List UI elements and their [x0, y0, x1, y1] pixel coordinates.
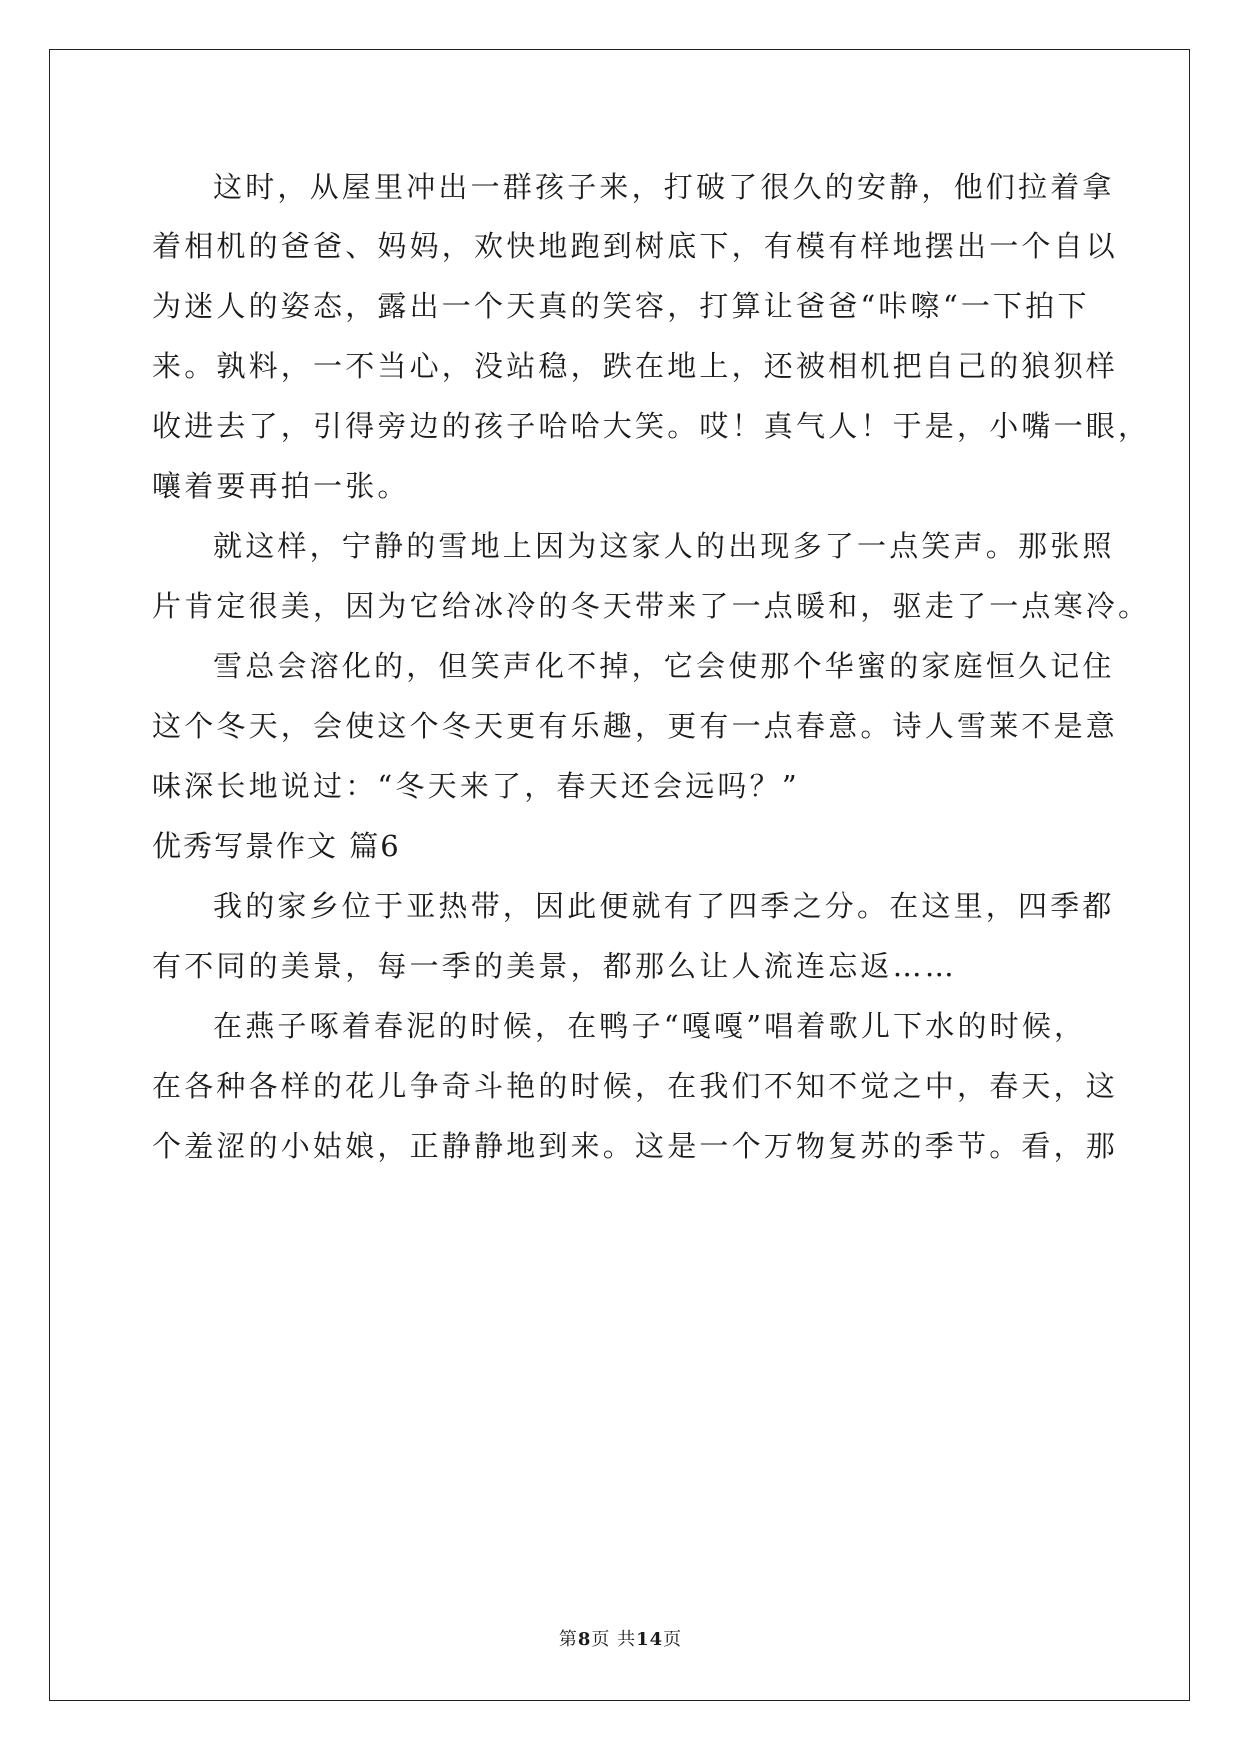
section-heading: 优秀写景作文 篇6: [152, 829, 401, 863]
paragraph-1-line-6: 嚷着要再拍一张。: [152, 469, 410, 503]
paragraph-1-line-2: 着相机的爸爸、妈妈，欢快地跑到树底下，有模有样地摆出一个自以: [152, 229, 1119, 263]
paragraph-3-line-3: 味深长地说过：“冬天来了，春天还会远吗？”: [152, 769, 800, 803]
paragraph-3-line-1: 雪总会溶化的，但笑声化不掉，它会使那个华蜜的家庭恒久记住: [213, 649, 1115, 683]
paragraph-3-line-2: 这个冬天，会使这个冬天更有乐趣，更有一点春意。诗人雪莱不是意: [152, 709, 1119, 743]
paragraph-1-line-3: 为迷人的姿态，露出一个天真的笑容，打算让爸爸“咔嚓“一下拍下: [152, 289, 1090, 323]
page-suffix: 页: [663, 1629, 683, 1650]
paragraph-1-line-4: 来。孰料，一不当心，没站稳，跌在地上，还被相机把自己的狼狈样: [152, 349, 1119, 383]
paragraph-5-line-1: 在燕子啄着春泥的时候，在鸭子“嘎嘎”唱着歌儿下水的时候，: [213, 1009, 1087, 1043]
paragraph-2-line-1: 就这样，宁静的雪地上因为这家人的出现多了一点笑声。那张照: [213, 529, 1115, 563]
paragraph-4-line-2: 有不同的美景，每一季的美景，都那么让人流连忘返……: [152, 949, 958, 983]
page-mid: 页 共: [591, 1629, 637, 1650]
page-prefix: 第: [558, 1629, 578, 1650]
paragraph-5-line-3: 个羞涩的小姑娘，正静静地到来。这是一个万物复苏的季节。看，那: [152, 1129, 1119, 1163]
page-current: 8: [577, 1629, 592, 1650]
paragraph-4-line-1: 我的家乡位于亚热带，因此便就有了四季之分。在这里，四季都: [213, 889, 1115, 923]
paragraph-1-line-5: 收进去了，引得旁边的孩子哈哈大笑。哎！真气人！于是，小嘴一眼，: [152, 409, 1151, 443]
page-footer: [0, 1625, 1241, 1651]
paragraph-5-line-2: 在各种各样的花儿争奇斗艳的时候，在我们不知不觉之中，春天，这: [152, 1069, 1119, 1103]
paragraph-2-line-2: 片肯定很美，因为它给冰冷的冬天带来了一点暖和，驱走了一点寒冷。: [152, 589, 1151, 623]
paragraph-1-line-1: 这时，从屋里冲出一群孩子来，打破了很久的安静，他们拉着拿: [213, 170, 1115, 204]
page-total: 14: [636, 1629, 664, 1650]
